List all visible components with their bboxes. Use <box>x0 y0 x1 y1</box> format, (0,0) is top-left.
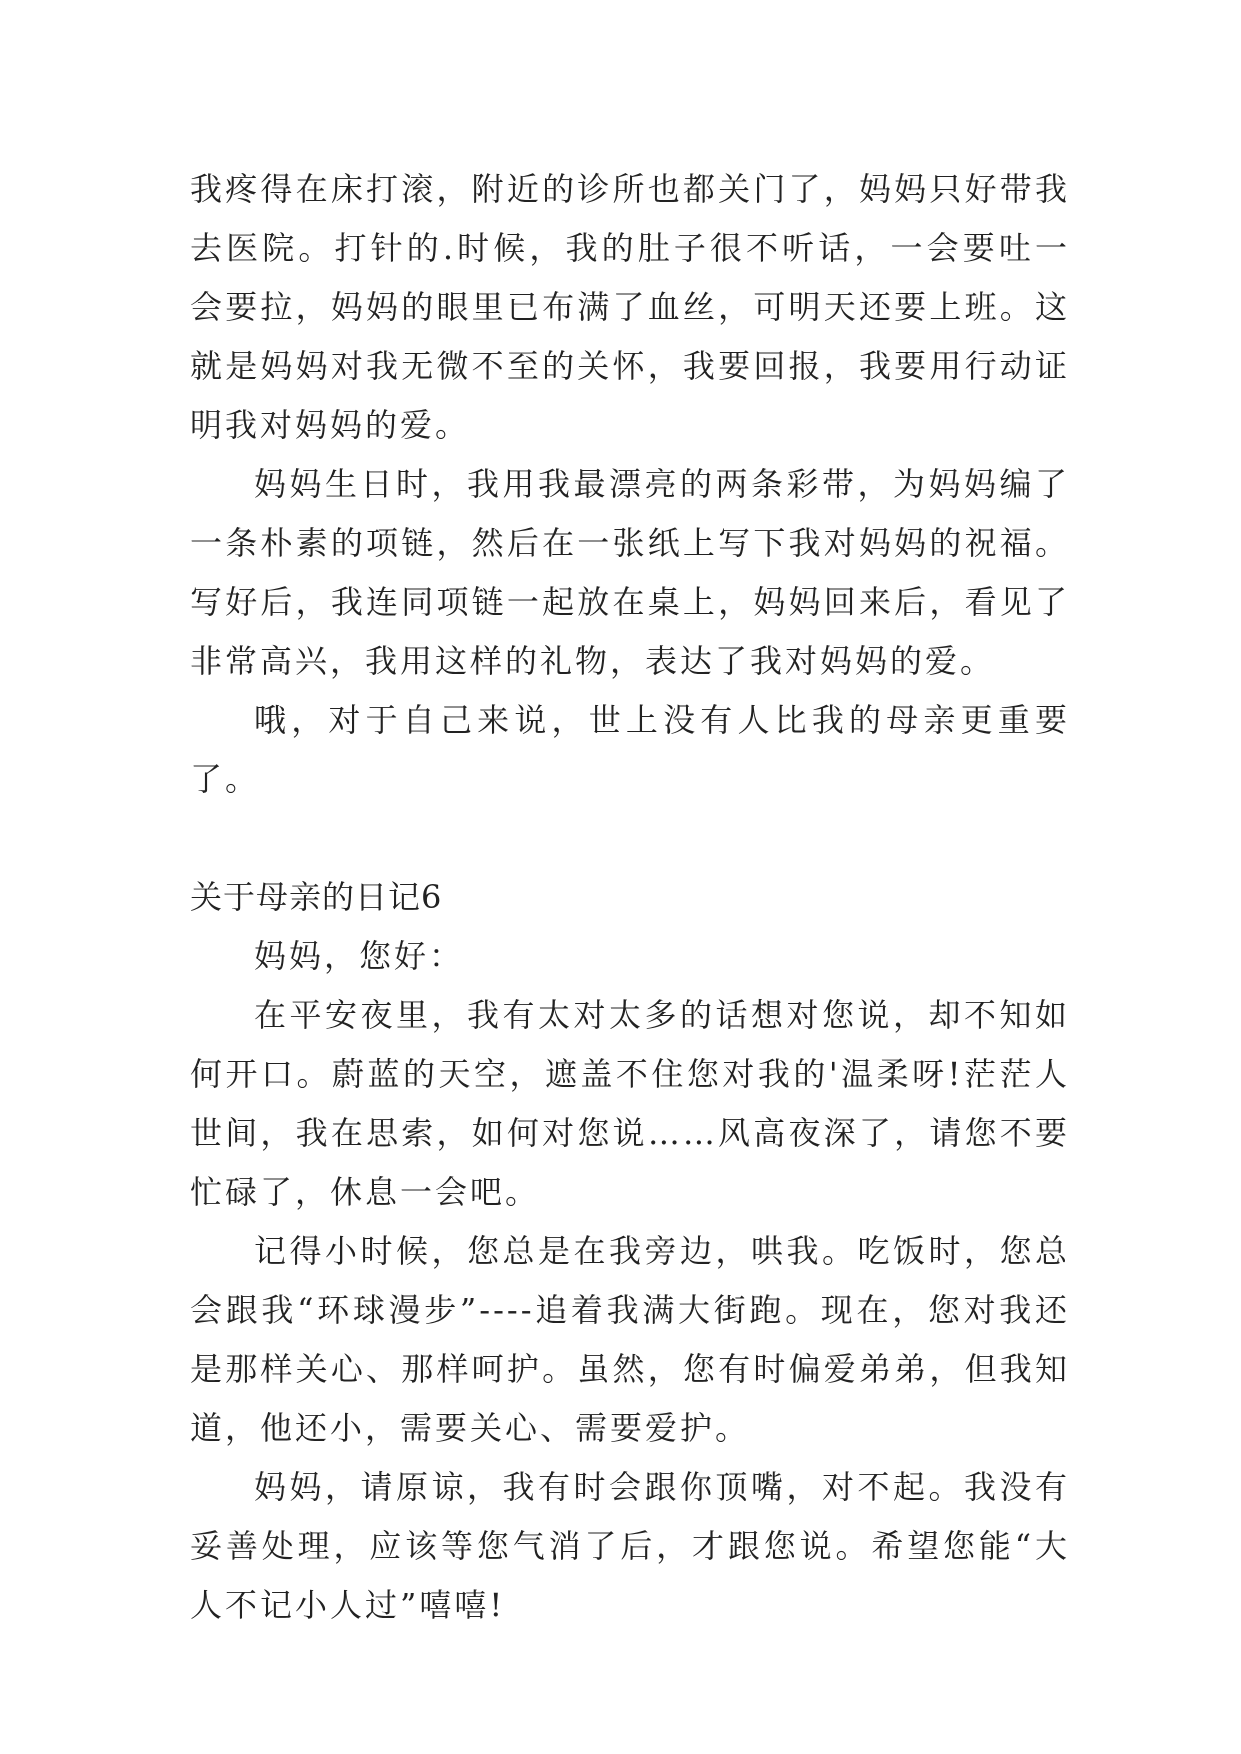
paragraph-birthday-gift: 妈妈生日时，我用我最漂亮的两条彩带，为妈妈编了一条朴素的项链，然后在一张纸上写下我对妈妈的祝福。写好后，我连同项链一起放在桌上，妈妈回来后，看见了非常高兴，我用这样的礼物，表达了我对妈妈的爱。 <box>190 465 1070 680</box>
paragraph-apology: 妈妈，请原谅，我有时会跟你顶嘴，对不起。我没有妥善处理，应该等您气消了后，才跟您说。希望您能“大人不记小人过”嘻嘻! <box>190 1468 1070 1624</box>
section-spacer <box>190 809 1070 868</box>
paragraph-childhood-memory: 记得小时候，您总是在我旁边，哄我。吃饭时，您总会跟我“环球漫步”----追着我满大街跑。现在，您对我还是那样关心、那样呵护。虽然，您有时偏爱弟弟，但我知道，他还小，需要关心、需要爱护。 <box>190 1232 1070 1447</box>
section-title: 关于母亲的日记6 <box>190 878 443 916</box>
paragraph-conclusion: 哦，对于自己来说，世上没有人比我的母亲更重要了。 <box>190 701 1070 798</box>
paragraph-continued: 我疼得在床打滚，附近的诊所也都关门了，妈妈只好带我去医院。打针的.时候，我的肚子很不听话，一会要吐一会要拉，妈妈的眼里已布满了血丝，可明天还要上班。这就是妈妈对我无微不至的关怀，我要回报，我要用行动证明我对妈妈的爱。 <box>190 170 1070 444</box>
paragraph-christmas-eve: 在平安夜里，我有太对太多的话想对您说，却不知如何开口。蔚蓝的天空，遮盖不住您对我的'温柔呀!茫茫人世间，我在思索，如何对您说……风高夜深了，请您不要忙碌了，休息一会吧。 <box>190 996 1070 1211</box>
letter-salutation: 妈妈，您好： <box>254 937 465 975</box>
document-body <box>190 160 1070 1635</box>
